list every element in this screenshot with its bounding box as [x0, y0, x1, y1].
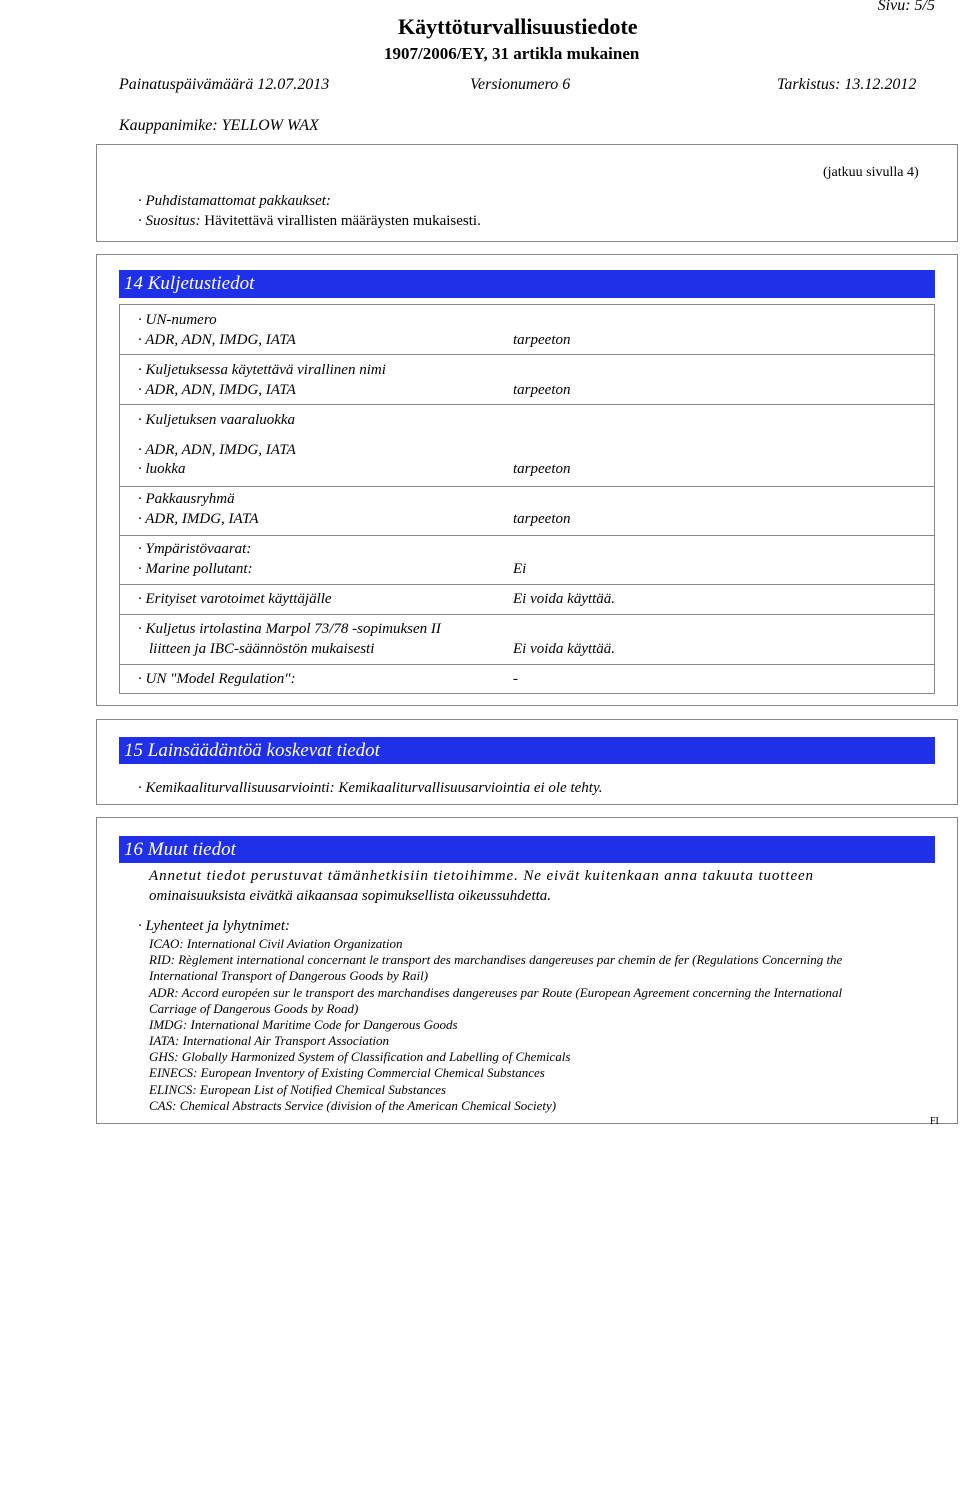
- chem-safety-row: [138, 780, 603, 797]
- shipping-name-modes: · ADR, ADN, IMDG, IATA: [138, 382, 296, 398]
- chem-safety-value: Kemikaaliturvallisuusarviointia ei ole tehty.: [338, 780, 603, 796]
- hazard-class-modes: · ADR, ADN, IMDG, IATA: [138, 442, 296, 458]
- recommendation-row: [138, 213, 481, 230]
- section15-title: 15 Lainsäädäntöä koskevat tiedot: [119, 737, 935, 764]
- un-model-regulation-value: -: [513, 671, 518, 687]
- print-date: Painatuspäivämäärä 12.07.2013: [119, 76, 330, 93]
- marine-pollutant-label: · Marine pollutant:: [138, 561, 253, 577]
- uncleaned-packaging-label: · Puhdistamattomat pakkaukset:: [138, 193, 331, 209]
- abbr-einecs: EINECS: European Inventory of Existing Commercial Chemical Substances: [149, 1065, 545, 1080]
- shipping-name-label: · Kuljetuksessa käytettävä virallinen nimi: [138, 362, 386, 378]
- trade-name: Kauppanimike: YELLOW WAX: [119, 117, 319, 134]
- class-label: · luokka: [138, 461, 186, 477]
- bulk-transport-label: · Kuljetus irtolastina Marpol 73/78 -sopimuksen II: [138, 621, 441, 637]
- hazard-class-label: · Kuljetuksen vaaraluokka: [138, 412, 296, 428]
- abbr-cas: CAS: Chemical Abstracts Service (division of the American Chemical Society): [149, 1098, 557, 1113]
- abbr-elincs: ELINCS: European List of Notified Chemical Substances: [149, 1082, 447, 1097]
- recommendation-label: · Suositus:: [138, 213, 201, 229]
- abbr-imdg: IMDG: International Maritime Code for Dangerous Goods: [149, 1017, 458, 1032]
- packing-group-value: tarpeeton: [513, 511, 571, 527]
- disclaimer-line1: Annetut tiedot perustuvat tämänhetkisiin tietoihimme. Ne eivät kuitenkaan anna takuuta tuotteen: [149, 868, 814, 884]
- un-model-regulation-label: · UN "Model Regulation":: [138, 671, 296, 687]
- section16-title: 16 Muut tiedot: [119, 836, 935, 863]
- document-title: Käyttöturvallisuustiedote: [398, 14, 638, 39]
- shipping-name-value: tarpeeton: [513, 382, 571, 398]
- recommendation-value: Hävitettävä virallisten määräysten mukaisesti.: [204, 213, 481, 229]
- divider: [119, 584, 935, 585]
- class-value: tarpeeton: [513, 461, 571, 477]
- special-precautions-value: Ei voida käyttää.: [513, 591, 616, 607]
- document-subtitle: 1907/2006/EY, 31 artikla mukainen: [384, 44, 640, 63]
- divider: [119, 486, 935, 487]
- bulk-transport-label-cont: liitteen ja IBC-säännöstön mukaisesti: [149, 641, 375, 657]
- packing-group-modes: · ADR, IMDG, IATA: [138, 511, 259, 527]
- divider: [119, 404, 935, 405]
- version-number: Versionumero 6: [470, 76, 571, 93]
- chem-safety-label: · Kemikaaliturvallisuusarviointi:: [138, 780, 335, 796]
- continued-note: (jatkuu sivulla 4): [823, 165, 919, 180]
- abbr-adr-cont: Carriage of Dangerous Goods by Road): [149, 1001, 359, 1016]
- page-number: Sivu: 5/5: [877, 0, 935, 14]
- packing-group-label: · Pakkausryhmä: [138, 491, 235, 507]
- revision-date: Tarkistus: 13.12.2012: [777, 76, 917, 93]
- bulk-transport-value: Ei voida käyttää.: [513, 641, 616, 657]
- env-hazards-label: · Ympäristövaarat:: [138, 541, 252, 557]
- abbreviations-title: · Lyhenteet ja lyhytnimet:: [138, 918, 290, 934]
- special-precautions-label: · Erityiset varotoimet käyttäjälle: [138, 591, 332, 607]
- abbr-ghs: GHS: Globally Harmonized System of Classification and Labelling of Chemicals: [149, 1049, 571, 1064]
- abbr-rid: RID: Règlement international concernant le transport des marchandises dangereuses par chemin de fer (Regulations Concerning the: [149, 952, 843, 967]
- divider: [119, 614, 935, 615]
- divider: [119, 354, 935, 355]
- divider: [119, 535, 935, 536]
- abbr-rid-cont: International Transport of Dangerous Goods by Rail): [149, 968, 429, 983]
- marine-pollutant-value: Ei: [513, 561, 527, 577]
- un-number-modes: · ADR, ADN, IMDG, IATA: [138, 332, 296, 348]
- un-number-value: tarpeeton: [513, 332, 571, 348]
- un-number-label: · UN-numero: [138, 312, 217, 328]
- abbr-adr: ADR: Accord européen sur le transport des marchandises dangereuses par Route (European Agreement concerning the International: [149, 985, 843, 1000]
- disclaimer-line2: ominaisuuksista eivätkä aikaansaa sopimuksellista oikeussuhdetta.: [149, 888, 552, 904]
- section14-title: 14 Kuljetustiedot: [119, 270, 935, 298]
- abbr-iata: IATA: International Air Transport Association: [149, 1033, 390, 1048]
- divider: [119, 664, 935, 665]
- abbr-icao: ICAO: International Civil Aviation Organization: [149, 936, 403, 951]
- language-code: FI: [930, 1116, 939, 1127]
